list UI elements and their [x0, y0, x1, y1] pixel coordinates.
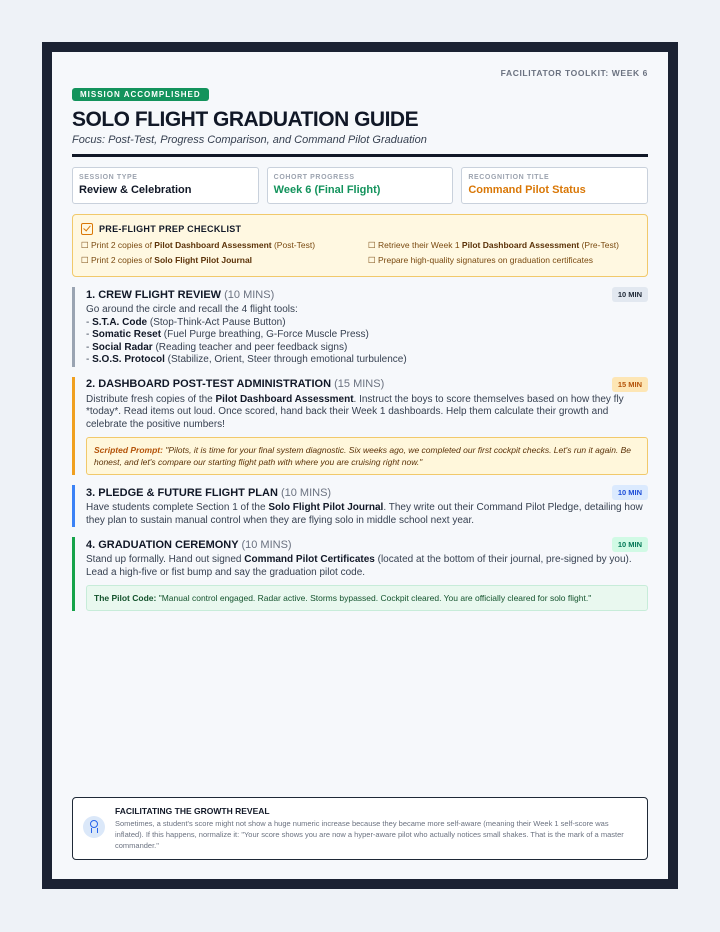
page-subtitle: Focus: Post-Test, Progress Comparison, and Command Pilot Graduation [72, 134, 427, 146]
section-pledge-future-flight [72, 485, 648, 527]
section-body: Distribute fresh copies of the Pilot Dashboard Assessment. Instruct the boys to score themselves based on how they fly *today*. Read items out loud. Once scored, hand back their Week 1 dashboards. Help them calculate their growth and celebrate the positive numbers! [86, 393, 624, 430]
document-page [52, 52, 668, 879]
tool-item: - S.O.S. Protocol (Stabilize, Orient, Steer through emotional turbulence) [86, 354, 407, 365]
recognition-title-card [461, 167, 648, 204]
toolkit-label: FACILITATOR TOOLKIT: WEEK 6 [500, 68, 648, 78]
card-value: Command Pilot Status [468, 184, 586, 196]
section-title: 1. CREW FLIGHT REVIEW (10 MINS) [86, 288, 275, 301]
scripted-prompt: Scripted Prompt: "Pilots, it is time for your final system diagnostic. Six weeks ago, we completed our first cockpit checks. Let's run it again. Be honest, and let's compare our starting flight path with where you are cruising right now." [86, 437, 648, 475]
page-frame [42, 42, 678, 889]
section-body: Have students complete Section 1 of the Solo Flight Pilot Journal. They write out their Command Pilot Pledge, detailing how they plan to sustain manual control when they are flying solo in middle school next year. [86, 502, 643, 526]
page-title: SOLO FLIGHT GRADUATION GUIDE [72, 108, 419, 131]
checklist-icon [81, 223, 93, 235]
tool-item: - Social Radar (Reading teacher and peer feedback signs) [86, 341, 348, 353]
prep-checklist [72, 214, 648, 277]
section-title: 3. PLEDGE & FUTURE FLIGHT PLAN (10 MINS) [86, 486, 332, 499]
section-crew-flight-review [72, 287, 648, 367]
section-body: Go around the circle and recall the 4 flight tools: - S.T.A. Code (Stop-Think-Act Pause Button) - Somatic Reset (Fuel Purge breathing, G-Force Muscle Press) - Social Radar (Reading teacher and peer feedback signs) - S.O.S. Protocol (Stabilize, Orient, Steer through emotional turbulence) [86, 304, 648, 367]
info-cards [72, 167, 648, 204]
section-title: 2. DASHBOARD POST-TEST ADMINISTRATION (15 MINS) [86, 378, 385, 390]
section-dashboard-post-test [72, 377, 648, 476]
session-type-card [72, 167, 259, 204]
card-value: Week 6 (Final Flight) [273, 184, 381, 196]
checklist-item[interactable]: ☐ Print 2 copies of Pilot Dashboard Assessment (Post-Test) [81, 240, 316, 250]
status-badge: MISSION ACCOMPLISHED [72, 88, 209, 101]
checklist-item[interactable]: ☐ Print 2 copies of Solo Flight Pilot Journal [81, 255, 253, 265]
card-label: RECOGNITION TITLE [468, 174, 550, 181]
cohort-progress-card [267, 167, 454, 204]
award-icon [83, 816, 105, 838]
duration-pill: 10 MIN [612, 485, 648, 500]
tool-item: - Somatic Reset (Fuel Purge breathing, G-Force Muscle Press) [86, 329, 369, 340]
checklist-item[interactable]: ☐ Retrieve their Week 1 Pilot Dashboard Assessment (Pre-Test) [368, 240, 619, 250]
card-label: SESSION TYPE [79, 174, 138, 181]
title-divider [72, 154, 648, 157]
section-title: 4. GRADUATION CEREMONY (10 MINS) [86, 538, 292, 551]
pilot-code-box: The Pilot Code: "Manual control engaged. Radar active. Storms bypassed. Cockpit cleared. You are officially cleared for solo flight." [86, 585, 648, 611]
card-label: COHORT PROGRESS [273, 174, 355, 181]
duration-pill: 10 MIN [612, 287, 648, 302]
growth-reveal-note [72, 797, 648, 860]
card-value: Review & Celebration [79, 184, 192, 196]
note-title: FACILITATING THE GROWTH REVEAL [115, 806, 270, 816]
checklist-item[interactable]: ☐ Prepare high-quality signatures on graduation certificates [368, 255, 593, 265]
section-body: Stand up formally. Hand out signed Command Pilot Certificates (located at the bottom of their journal, pre-signed by you). Lead a high-five or fist bump and say the graduation pilot code. [86, 554, 632, 578]
duration-pill: 15 MIN [612, 377, 648, 392]
duration-pill: 10 MIN [612, 537, 648, 552]
note-text: Sometimes, a student's score might not show a huge numeric increase because they became more self-aware (meaning their Week 1 self-score was inflated). If this happens, normalize it: "Your score shows you are now a hyper-aware pilot who actually notices small shakes. That is the mark of a master commander." [115, 819, 624, 850]
checklist-title: PRE-FLIGHT PREP CHECKLIST [99, 224, 242, 234]
tool-item: - S.T.A. Code (Stop-Think-Act Pause Button) [86, 316, 286, 328]
section-graduation-ceremony [72, 537, 648, 611]
